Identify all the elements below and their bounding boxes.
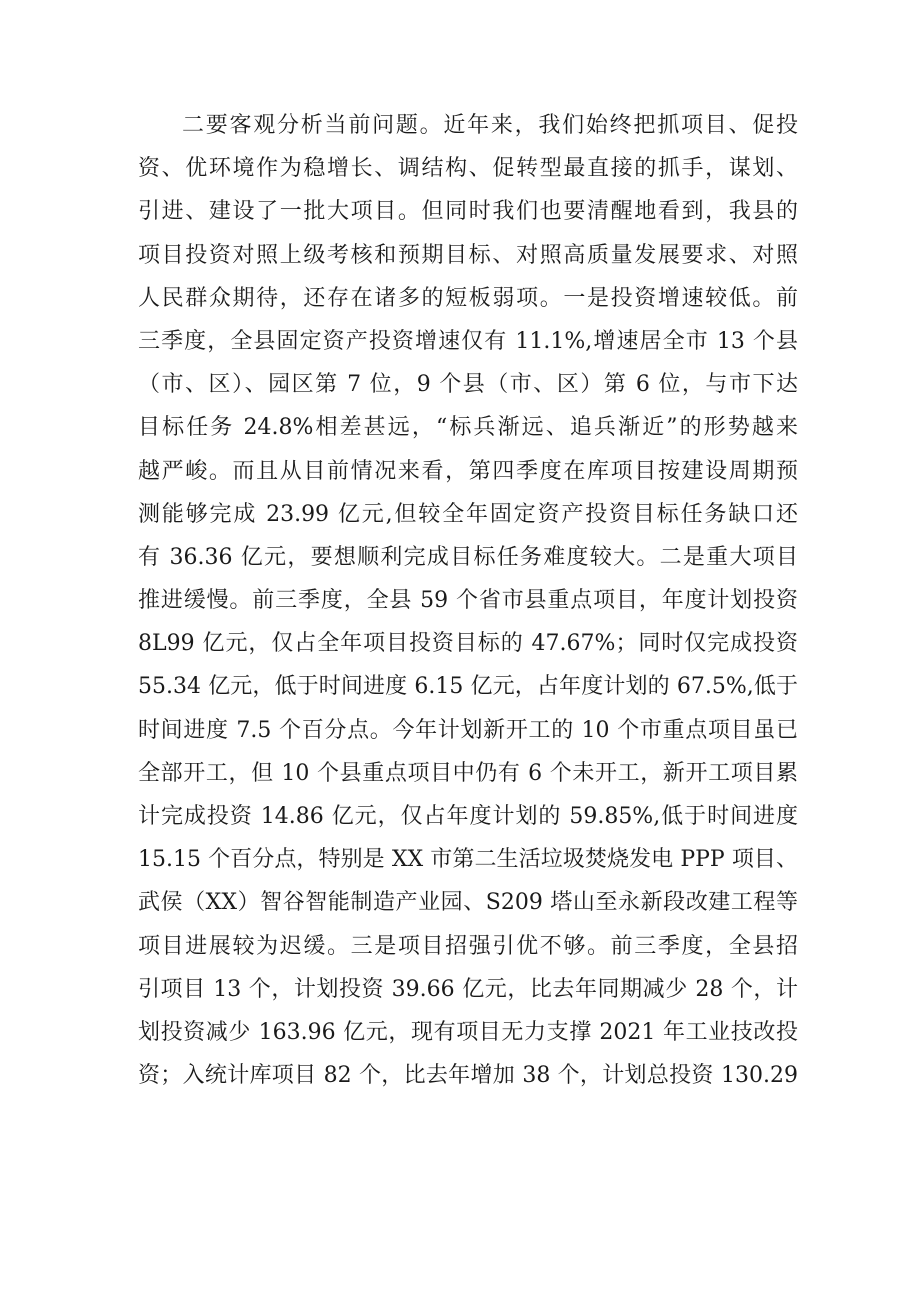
paragraph-line: 人民群众期待，还存在诸多的短板弱项。一是投资增速较低。前: [138, 285, 798, 311]
paragraph-line: 15.15 个百分点，特别是 XX 市第二生活垃圾焚烧发电 PPP 项目、: [138, 847, 798, 873]
body-paragraph: [138, 104, 798, 1097]
paragraph-line: 项目投资对照上级考核和预期目标、对照高质量发展要求、对照: [138, 242, 798, 268]
paragraph-line: 引进、建设了一批大项目。但同时我们也要清醒地看到，我县的: [138, 199, 798, 225]
paragraph-line: 划投资减少 163.96 亿元，现有项目无力支撑 2021 年工业技改投: [138, 1019, 798, 1045]
paragraph-line: 二要客观分析当前问题。近年来，我们始终把抓项目、促投: [182, 113, 798, 138]
paragraph-line: 武侯（XX）智谷智能制造产业园、S209 塔山至永新段改建工程等: [138, 890, 798, 916]
paragraph-line: 推进缓慢。前三季度，全县 59 个省市县重点项目，年度计划投资: [138, 588, 798, 614]
paragraph-line: 时间进度 7.5 个百分点。今年计划新开工的 10 个市重点项目虽已: [138, 717, 798, 743]
paragraph-line: 目标任务 24.8%相差甚远，“标兵渐远、追兵渐近”的形势越来: [138, 415, 798, 441]
paragraph-line: 越严峻。而且从目前情况来看，第四季度在库项目按建设周期预: [138, 458, 798, 484]
paragraph-line: 测能够完成 23.99 亿元,但较全年固定资产投资目标任务缺口还: [138, 501, 798, 527]
paragraph-line: 资、优环境作为稳增长、调结构、促转型最直接的抓手，谋划、: [138, 156, 798, 182]
paragraph-line: 8L99 亿元，仅占全年项目投资目标的 47.67%；同时仅完成投资: [138, 631, 798, 657]
paragraph-line: 全部开工，但 10 个县重点项目中仍有 6 个未开工，新开工项目累: [138, 760, 798, 786]
paragraph-line: 引项目 13 个，计划投资 39.66 亿元，比去年同期减少 28 个，计: [138, 976, 798, 1002]
paragraph-line: 计完成投资 14.86 亿元，仅占年度计划的 59.85%,低于时间进度: [138, 804, 798, 829]
paragraph-line: 三季度，全县固定资产投资增速仅有 11.1%,增速居全市 13 个县: [138, 328, 798, 354]
paragraph-line: 资；入统计库项目 82 个，比去年增加 38 个，计划总投资 130.29: [138, 1063, 798, 1089]
paragraph-line: （市、区）、园区第 7 位，9 个县（市、区）第 6 位，与市下达: [138, 372, 798, 398]
paragraph-line: 55.34 亿元，低于时间进度 6.15 亿元，占年度计划的 67.5%,低于: [138, 674, 798, 700]
paragraph-line: 有 36.36 亿元，要想顺利完成目标任务难度较大。二是重大项目: [138, 544, 798, 570]
paragraph-line: 项目进展较为迟缓。三是项目招强引优不够。前三季度，全县招: [138, 933, 798, 959]
